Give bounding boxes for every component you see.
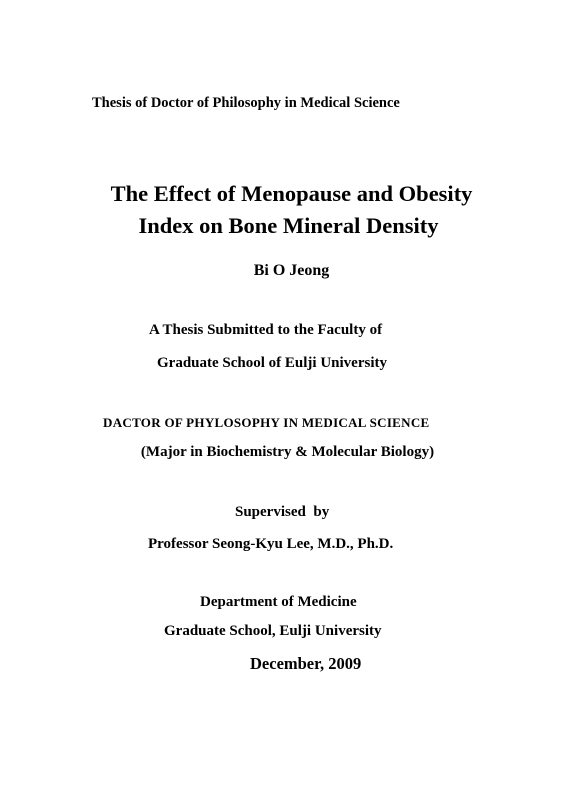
department-name: Department of Medicine <box>200 594 357 610</box>
thesis-degree-heading: Thesis of Doctor of Philosophy in Medical Science <box>92 95 400 111</box>
author-name: Bi O Jeong <box>253 262 330 279</box>
thesis-title-line-1: The Effect of Menopause and Obesity <box>110 181 473 206</box>
supervisor-name: Professor Seong-Kyu Lee, M.D., Ph.D. <box>148 536 394 552</box>
submission-statement-line-1: A Thesis Submitted to the Faculty of <box>149 322 383 338</box>
supervised-by-label: Supervised by <box>235 504 330 520</box>
thesis-title-line-2: Index on Bone Mineral Density <box>138 213 439 238</box>
degree-major: (Major in Biochemistry & Molecular Biology) <box>140 444 435 460</box>
degree-name: DACTOR OF PHYLOSOPHY IN MEDICAL SCIENCE <box>103 415 430 430</box>
submission-date: December, 2009 <box>250 654 362 673</box>
submission-statement-line-2: Graduate School of Eulji University <box>157 355 388 371</box>
graduate-school-name: Graduate School, Eulji University <box>164 623 382 639</box>
